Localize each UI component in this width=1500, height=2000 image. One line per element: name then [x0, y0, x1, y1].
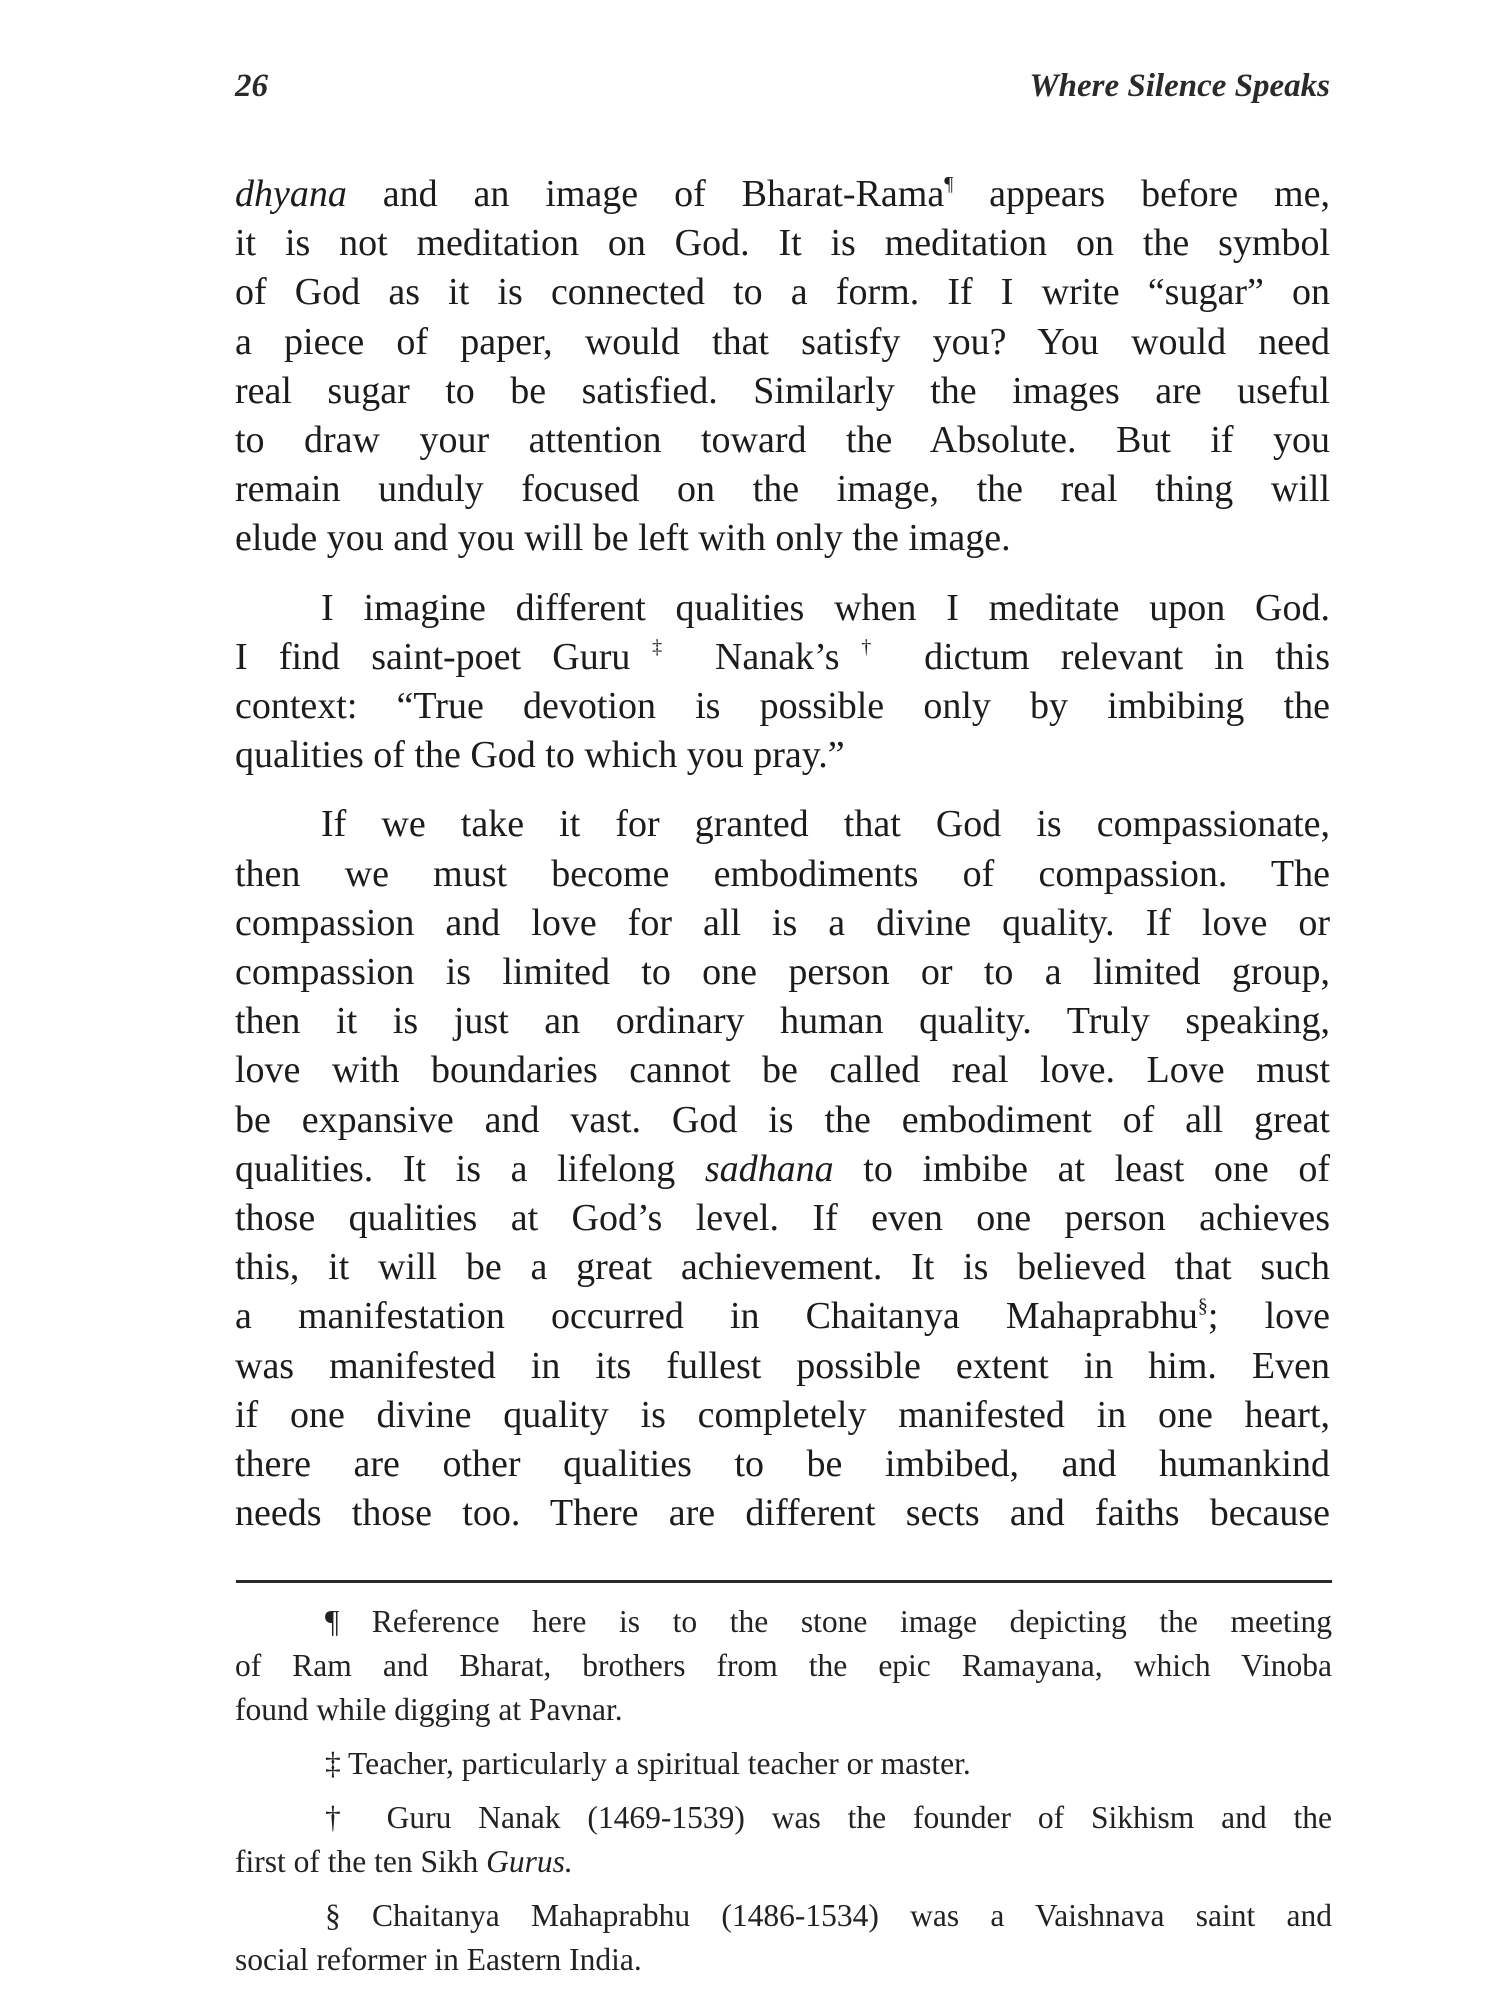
text-line: remain unduly focused on the image, the real thing will	[235, 468, 1330, 511]
footnote-line	[235, 1840, 1332, 1884]
italic-term: dhyana	[235, 173, 347, 215]
text-line	[235, 1292, 1330, 1341]
text-line	[235, 633, 1330, 682]
text-segment: Nanak’s	[683, 635, 840, 678]
footnote-double-dagger	[235, 1742, 1332, 1786]
text-line: it is not meditation on God. It is meditation on the symbol	[235, 222, 1330, 265]
paragraph-gap	[235, 564, 1330, 584]
text-line: then we must become embodiments of compassion. The	[235, 852, 1330, 895]
footnote-line: † Guru Nanak (1469-1539) was the founder of Sikhism and the	[325, 1800, 1332, 1835]
text-line: qualities of the God to which you pray.”	[235, 734, 845, 777]
text-line: was manifested in its fullest possible extent in him. Even	[235, 1344, 1330, 1387]
footnote-line: social reformer in Eastern India.	[235, 1942, 642, 1977]
text-line: to draw your attention toward the Absolute. But if you	[235, 419, 1330, 462]
text-line: compassion is limited to one person or to a limited group,	[235, 951, 1330, 994]
text-line: there are other qualities to be imbibed, and humankind	[235, 1443, 1330, 1486]
footnote-marker-double-dagger: ‡	[630, 635, 684, 658]
book-title: Where Silence Speaks	[1029, 68, 1330, 104]
text-segment: ; love	[1207, 1295, 1330, 1338]
page-number: 26	[235, 68, 268, 104]
text-segment: a manifestation occurred in Chaitanya Mahaprabhu	[235, 1295, 1198, 1338]
text-segment: appears before me,	[953, 173, 1330, 215]
paragraph-gap	[235, 780, 1330, 800]
text-line: if one divine quality is completely manifested in one heart,	[235, 1393, 1330, 1436]
text-line	[235, 1145, 1330, 1194]
paragraph-3	[235, 800, 1330, 1538]
footnote-line: ‡ Teacher, particularly a spiritual teacher or master.	[325, 1746, 971, 1781]
running-head	[235, 68, 1330, 118]
text-segment: and an image of Bharat-Rama	[346, 173, 945, 215]
paragraph-2	[235, 584, 1330, 781]
text-line: a piece of paper, would that satisfy you? You would need	[235, 320, 1330, 363]
footnote-marker-dagger: †	[839, 635, 893, 658]
footnote-line: ¶ Reference here is to the stone image depicting the meeting	[325, 1604, 1332, 1639]
text-line: love with boundaries cannot be called real love. Love must	[235, 1049, 1330, 1092]
italic-term: sadhana	[704, 1147, 834, 1190]
footnote-dagger	[235, 1796, 1332, 1884]
footnote-line: found while digging at Pavnar.	[235, 1692, 623, 1727]
text-line: of God as it is connected to a form. If I write “sugar” on	[235, 271, 1330, 314]
text-line: context: “True devotion is possible only by imbibing the	[235, 685, 1330, 728]
text-line: elude you and you will be left with only the image.	[235, 517, 1011, 560]
text-line: then it is just an ordinary human quality. Truly speaking,	[235, 1000, 1330, 1043]
paragraph-1	[235, 170, 1330, 564]
text-line: compassion and love for all is a divine quality. If love or	[235, 901, 1330, 944]
main-text	[235, 170, 1330, 1538]
footnote-line: of Ram and Bharat, brothers from the epic Ramayana, which Vinoba	[235, 1648, 1332, 1683]
text-line	[235, 170, 1330, 219]
footnote-marker-pilcrow: ¶	[944, 173, 954, 195]
text-line: If we take it for granted that God is compassionate,	[321, 803, 1330, 846]
footnote-pilcrow	[235, 1600, 1332, 1732]
text-segment: qualities. It is a lifelong	[235, 1147, 705, 1190]
text-line: I imagine different qualities when I meditate upon God.	[321, 586, 1330, 629]
text-line: this, it will be a great achievement. It is believed that such	[235, 1246, 1330, 1289]
footnotes	[235, 1600, 1332, 1992]
footnote-marker-section: §	[1197, 1295, 1208, 1318]
text-segment: I find saint-poet Guru	[235, 635, 631, 678]
text-segment: to imbibe at least one of	[833, 1147, 1330, 1190]
footnote-separator	[236, 1580, 1332, 1583]
text-line: those qualities at God’s level. If even one person achieves	[235, 1197, 1330, 1240]
text-segment: dictum relevant in this	[892, 635, 1331, 678]
text-line: be expansive and vast. God is the embodiment of all great	[235, 1098, 1330, 1141]
text-line: needs those too. There are different sects and faiths because	[235, 1492, 1330, 1535]
italic-term: Gurus.	[486, 1844, 573, 1879]
footnote-line: § Chaitanya Mahaprabhu (1486-1534) was a Vaishnava saint and	[325, 1898, 1332, 1933]
text-line: real sugar to be satisfied. Similarly the images are useful	[235, 369, 1330, 412]
footnote-section	[235, 1894, 1332, 1982]
text-segment: first of the ten Sikh	[235, 1844, 487, 1879]
